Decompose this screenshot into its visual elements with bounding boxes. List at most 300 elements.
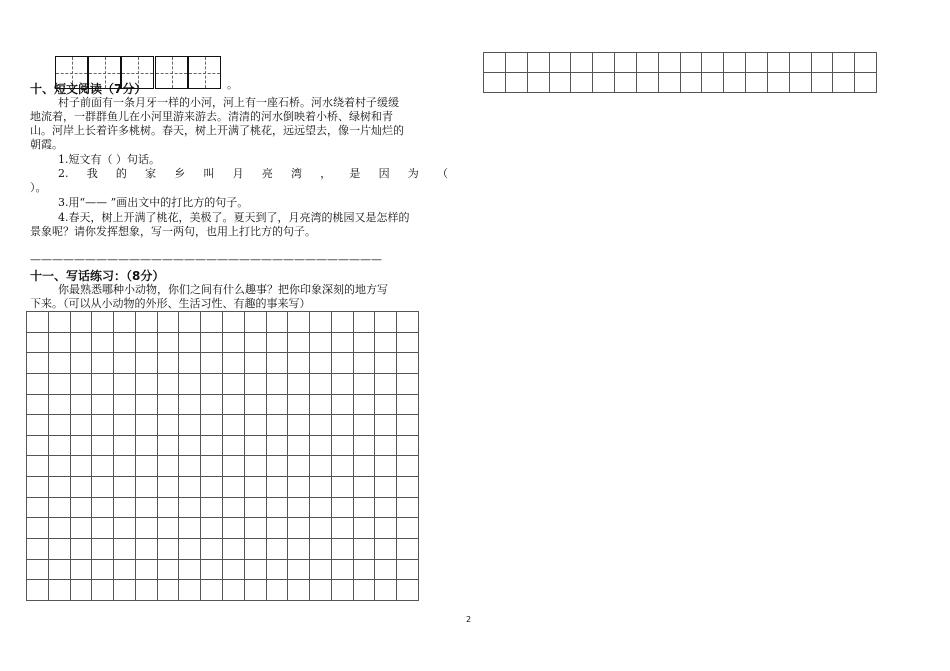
grid-cell[interactable] <box>158 353 180 374</box>
grid-cell[interactable] <box>354 374 376 395</box>
grid-cell[interactable] <box>267 560 289 581</box>
grid-cell[interactable] <box>354 456 376 477</box>
grid-cell[interactable] <box>354 477 376 498</box>
grid-cell[interactable] <box>768 73 790 93</box>
grid-cell[interactable] <box>659 73 681 93</box>
grid-cell[interactable] <box>702 73 724 93</box>
grid-cell[interactable] <box>397 436 419 457</box>
writing-grid[interactable] <box>26 311 419 601</box>
grid-cell[interactable] <box>267 477 289 498</box>
grid-cell[interactable] <box>659 53 681 73</box>
grid-cell[interactable] <box>92 580 114 601</box>
grid-cell[interactable] <box>310 560 332 581</box>
grid-cell[interactable] <box>158 477 180 498</box>
grid-cell[interactable] <box>201 539 223 560</box>
grid-cell[interactable] <box>158 415 180 436</box>
grid-cell[interactable] <box>267 312 289 333</box>
grid-cell[interactable] <box>288 580 310 601</box>
grid-cell[interactable] <box>550 53 572 73</box>
grid-cell[interactable] <box>201 374 223 395</box>
grid-cell[interactable] <box>71 518 93 539</box>
passage-line: 山。河岸上长着许多桃树。春天，树上开满了桃花，远远望去，像一片灿烂的 <box>30 124 404 137</box>
grid-cell[interactable] <box>49 333 71 354</box>
grid-cell[interactable] <box>288 539 310 560</box>
grid-cell[interactable] <box>310 456 332 477</box>
grid-cell[interactable] <box>397 374 419 395</box>
grid-cell[interactable] <box>506 73 528 93</box>
grid-cell[interactable] <box>812 73 834 93</box>
grid-cell[interactable] <box>332 312 354 333</box>
grid-cell[interactable] <box>855 53 877 73</box>
grid-cell[interactable] <box>354 539 376 560</box>
grid-cell[interactable] <box>27 436 49 457</box>
grid-cell[interactable] <box>375 580 397 601</box>
grid-cell[interactable] <box>332 374 354 395</box>
grid-cell[interactable] <box>223 436 245 457</box>
grid-cell[interactable] <box>27 456 49 477</box>
grid-cell[interactable] <box>201 518 223 539</box>
grid-cell[interactable] <box>223 580 245 601</box>
grid-cell[interactable] <box>27 477 49 498</box>
grid-cell[interactable] <box>332 498 354 519</box>
grid-cell[interactable] <box>354 560 376 581</box>
grid-cell[interactable] <box>71 436 93 457</box>
grid-cell[interactable] <box>27 498 49 519</box>
grid-cell[interactable] <box>397 560 419 581</box>
passage-line: 朝霞。 <box>30 138 63 151</box>
grid-cell[interactable] <box>375 518 397 539</box>
grid-cell[interactable] <box>71 456 93 477</box>
grid-cell[interactable] <box>223 374 245 395</box>
grid-cell[interactable] <box>179 456 201 477</box>
grid-cell[interactable] <box>332 518 354 539</box>
grid-cell[interactable] <box>375 456 397 477</box>
grid-cell[interactable] <box>114 333 136 354</box>
grid-cell[interactable] <box>49 395 71 416</box>
grid-cell[interactable] <box>71 498 93 519</box>
grid-cell[interactable] <box>201 415 223 436</box>
grid-cell[interactable] <box>136 312 158 333</box>
grid-cell[interactable] <box>354 395 376 416</box>
grid-cell[interactable] <box>179 395 201 416</box>
grid-cell[interactable] <box>201 333 223 354</box>
grid-cell[interactable] <box>245 477 267 498</box>
grid-cell[interactable] <box>136 374 158 395</box>
grid-cell[interactable] <box>179 518 201 539</box>
grid-cell[interactable] <box>49 312 71 333</box>
grid-cell[interactable] <box>245 436 267 457</box>
grid-cell[interactable] <box>267 456 289 477</box>
grid-cell[interactable] <box>354 580 376 601</box>
grid-cell[interactable] <box>397 456 419 477</box>
grid-cell[interactable] <box>571 73 593 93</box>
grid-cell[interactable] <box>71 374 93 395</box>
grid-cell[interactable] <box>397 333 419 354</box>
grid-cell[interactable] <box>92 456 114 477</box>
grid-cell[interactable] <box>136 456 158 477</box>
grid-cell[interactable] <box>245 580 267 601</box>
grid-cell[interactable] <box>114 353 136 374</box>
grid-cell[interactable] <box>288 333 310 354</box>
grid-cell[interactable] <box>49 539 71 560</box>
grid-cell[interactable] <box>136 477 158 498</box>
grid-cell[interactable] <box>179 539 201 560</box>
grid-cell[interactable] <box>310 353 332 374</box>
grid-cell[interactable] <box>375 333 397 354</box>
grid-cell[interactable] <box>397 539 419 560</box>
grid-cell[interactable] <box>375 374 397 395</box>
grid-cell[interactable] <box>158 374 180 395</box>
grid-cell[interactable] <box>746 53 768 73</box>
grid-cell[interactable] <box>27 580 49 601</box>
grid-cell[interactable] <box>201 456 223 477</box>
grid-cell[interactable] <box>397 477 419 498</box>
grid-cell[interactable] <box>288 415 310 436</box>
grid-cell[interactable] <box>245 312 267 333</box>
grid-cell[interactable] <box>71 415 93 436</box>
grid-cell[interactable] <box>114 539 136 560</box>
grid-cell[interactable] <box>71 477 93 498</box>
grid-cell[interactable] <box>179 498 201 519</box>
grid-cell[interactable] <box>288 477 310 498</box>
grid-cell[interactable] <box>92 477 114 498</box>
grid-cell[interactable] <box>310 477 332 498</box>
grid-cell[interactable] <box>27 374 49 395</box>
grid-cell[interactable] <box>71 312 93 333</box>
grid-cell[interactable] <box>790 73 812 93</box>
grid-cell[interactable] <box>375 353 397 374</box>
grid-cell[interactable] <box>136 518 158 539</box>
grid-cell[interactable] <box>114 415 136 436</box>
grid-cell[interactable] <box>354 498 376 519</box>
grid-cell[interactable] <box>49 560 71 581</box>
grid-cell[interactable] <box>288 436 310 457</box>
grid-cell[interactable] <box>136 498 158 519</box>
grid-cell[interactable] <box>332 436 354 457</box>
grid-cell[interactable] <box>158 312 180 333</box>
grid-cell[interactable] <box>506 53 528 73</box>
grid-cell[interactable] <box>375 539 397 560</box>
grid-cell[interactable] <box>92 539 114 560</box>
grid-cell[interactable] <box>136 395 158 416</box>
grid-cell[interactable] <box>114 456 136 477</box>
grid-cell[interactable] <box>267 436 289 457</box>
grid-cell[interactable] <box>375 498 397 519</box>
grid-cell[interactable] <box>27 415 49 436</box>
grid-cell[interactable] <box>49 374 71 395</box>
grid-cell[interactable] <box>332 539 354 560</box>
grid-cell[interactable] <box>71 539 93 560</box>
grid-cell[interactable] <box>267 333 289 354</box>
grid-cell[interactable] <box>49 580 71 601</box>
grid-cell[interactable] <box>615 73 637 93</box>
grid-cell[interactable] <box>158 333 180 354</box>
grid-cell[interactable] <box>179 312 201 333</box>
grid-cell[interactable] <box>71 395 93 416</box>
grid-cell[interactable] <box>267 498 289 519</box>
grid-cell[interactable] <box>593 73 615 93</box>
grid-cell[interactable] <box>354 436 376 457</box>
grid-cell[interactable] <box>310 333 332 354</box>
grid-cell[interactable] <box>92 312 114 333</box>
grid-cell[interactable] <box>27 353 49 374</box>
grid-cell[interactable] <box>375 395 397 416</box>
grid-cell[interactable] <box>288 498 310 519</box>
grid-cell[interactable] <box>310 415 332 436</box>
grid-cell[interactable] <box>375 477 397 498</box>
grid-cell[interactable] <box>179 353 201 374</box>
grid-cell[interactable] <box>92 436 114 457</box>
grid-cell[interactable] <box>49 456 71 477</box>
grid-cell[interactable] <box>397 353 419 374</box>
grid-cell[interactable] <box>637 53 659 73</box>
grid-cell[interactable] <box>49 436 71 457</box>
grid-cell[interactable] <box>332 353 354 374</box>
grid-cell[interactable] <box>114 477 136 498</box>
grid-cell[interactable] <box>332 477 354 498</box>
grid-cell[interactable] <box>71 353 93 374</box>
grid-cell[interactable] <box>136 580 158 601</box>
grid-cell[interactable] <box>375 436 397 457</box>
grid-cell[interactable] <box>223 333 245 354</box>
grid-cell[interactable] <box>310 498 332 519</box>
grid-cell[interactable] <box>201 353 223 374</box>
grid-cell[interactable] <box>179 560 201 581</box>
grid-cell[interactable] <box>92 498 114 519</box>
grid-cell[interactable] <box>768 53 790 73</box>
grid-cell[interactable] <box>201 395 223 416</box>
grid-cell[interactable] <box>267 374 289 395</box>
grid-cell[interactable] <box>245 456 267 477</box>
grid-cell[interactable] <box>245 374 267 395</box>
grid-cell[interactable] <box>267 353 289 374</box>
grid-cell[interactable] <box>615 53 637 73</box>
grid-cell[interactable] <box>92 353 114 374</box>
grid-cell[interactable] <box>49 353 71 374</box>
grid-cell[interactable] <box>92 333 114 354</box>
grid-cell[interactable] <box>528 73 550 93</box>
grid-cell[interactable] <box>833 53 855 73</box>
tianzige-tail: 。 <box>227 78 238 91</box>
grid-cell[interactable] <box>114 498 136 519</box>
grid-cell[interactable] <box>288 353 310 374</box>
tianzige-box[interactable] <box>155 56 188 89</box>
grid-cell[interactable] <box>550 73 572 93</box>
grid-cell[interactable] <box>267 539 289 560</box>
grid-cell[interactable] <box>310 312 332 333</box>
grid-cell[interactable] <box>223 395 245 416</box>
grid-cell[interactable] <box>724 53 746 73</box>
grid-cell[interactable] <box>92 518 114 539</box>
grid-cell[interactable] <box>158 395 180 416</box>
grid-cell[interactable] <box>484 73 506 93</box>
grid-cell[interactable] <box>681 73 703 93</box>
grid-cell[interactable] <box>158 518 180 539</box>
grid-cell[interactable] <box>223 456 245 477</box>
grid-cell[interactable] <box>310 580 332 601</box>
grid-cell[interactable] <box>245 498 267 519</box>
grid-cell[interactable] <box>397 312 419 333</box>
grid-cell[interactable] <box>354 415 376 436</box>
grid-cell[interactable] <box>288 312 310 333</box>
grid-cell[interactable] <box>790 53 812 73</box>
grid-cell[interactable] <box>245 353 267 374</box>
grid-cell[interactable] <box>397 415 419 436</box>
grid-cell[interactable] <box>223 498 245 519</box>
grid-cell[interactable] <box>375 415 397 436</box>
grid-cell[interactable] <box>245 539 267 560</box>
grid-cell[interactable] <box>223 312 245 333</box>
grid-cell[interactable] <box>332 580 354 601</box>
grid-cell[interactable] <box>397 395 419 416</box>
grid-cell[interactable] <box>223 477 245 498</box>
grid-cell[interactable] <box>27 395 49 416</box>
grid-cell[interactable] <box>288 374 310 395</box>
grid-cell[interactable] <box>245 333 267 354</box>
grid-cell[interactable] <box>245 518 267 539</box>
grid-cell[interactable] <box>179 436 201 457</box>
grid-cell[interactable] <box>681 53 703 73</box>
grid-cell[interactable] <box>49 518 71 539</box>
grid-cell[interactable] <box>484 53 506 73</box>
grid-cell[interactable] <box>637 73 659 93</box>
grid-cell[interactable] <box>267 395 289 416</box>
grid-cell[interactable] <box>571 53 593 73</box>
grid-cell[interactable] <box>71 580 93 601</box>
grid-cell[interactable] <box>136 539 158 560</box>
grid-cell[interactable] <box>158 436 180 457</box>
writing-grid-continued[interactable] <box>483 52 877 93</box>
grid-cell[interactable] <box>310 436 332 457</box>
grid-cell[interactable] <box>201 312 223 333</box>
grid-cell[interactable] <box>245 560 267 581</box>
grid-cell[interactable] <box>71 560 93 581</box>
grid-cell[interactable] <box>310 374 332 395</box>
grid-cell[interactable] <box>92 374 114 395</box>
grid-cell[interactable] <box>114 518 136 539</box>
grid-cell[interactable] <box>179 333 201 354</box>
grid-cell[interactable] <box>593 53 615 73</box>
grid-cell[interactable] <box>375 560 397 581</box>
grid-cell[interactable] <box>158 498 180 519</box>
grid-cell[interactable] <box>223 518 245 539</box>
grid-cell[interactable] <box>288 456 310 477</box>
grid-cell[interactable] <box>201 498 223 519</box>
grid-cell[interactable] <box>267 580 289 601</box>
grid-cell[interactable] <box>245 415 267 436</box>
grid-cell[interactable] <box>27 518 49 539</box>
writing-prompt: 下来。（可以从小动物的外形、生活习性、有趣的事来写） <box>30 297 311 310</box>
grid-cell[interactable] <box>288 395 310 416</box>
answer-line[interactable]: ———————————————————————————————— <box>30 253 382 266</box>
grid-cell[interactable] <box>201 560 223 581</box>
grid-cell[interactable] <box>179 415 201 436</box>
grid-cell[interactable] <box>92 560 114 581</box>
tianzige-box[interactable] <box>188 56 221 89</box>
grid-cell[interactable] <box>397 518 419 539</box>
grid-cell[interactable] <box>223 353 245 374</box>
grid-cell[interactable] <box>27 333 49 354</box>
grid-cell[interactable] <box>354 333 376 354</box>
grid-cell[interactable] <box>332 333 354 354</box>
grid-cell[interactable] <box>179 580 201 601</box>
grid-cell[interactable] <box>114 580 136 601</box>
grid-cell[interactable] <box>136 415 158 436</box>
grid-cell[interactable] <box>332 560 354 581</box>
grid-cell[interactable] <box>158 580 180 601</box>
grid-cell[interactable] <box>201 477 223 498</box>
grid-cell[interactable] <box>201 436 223 457</box>
grid-cell[interactable] <box>49 477 71 498</box>
grid-cell[interactable] <box>136 333 158 354</box>
grid-cell[interactable] <box>158 539 180 560</box>
grid-cell[interactable] <box>136 436 158 457</box>
grid-cell[interactable] <box>354 518 376 539</box>
question-4: 景象呢？请你发挥想象，写一两句，也用上打比方的句子。 <box>30 225 316 238</box>
grid-cell[interactable] <box>27 560 49 581</box>
grid-cell[interactable] <box>332 395 354 416</box>
grid-cell[interactable] <box>245 395 267 416</box>
grid-cell[interactable] <box>702 53 724 73</box>
grid-cell[interactable] <box>114 436 136 457</box>
grid-cell[interactable] <box>114 560 136 581</box>
grid-cell[interactable] <box>92 415 114 436</box>
passage-line: 地流着，一群群鱼儿在小河里游来游去。清清的河水倒映着小桥、绿树和青 <box>30 110 393 123</box>
grid-cell[interactable] <box>27 539 49 560</box>
grid-cell[interactable] <box>223 415 245 436</box>
grid-cell[interactable] <box>136 560 158 581</box>
grid-cell[interactable] <box>136 353 158 374</box>
question-2: 2. 我 的 家 乡 叫 月 亮 湾 ， 是 因 为 （ <box>58 167 448 180</box>
grid-cell[interactable] <box>310 539 332 560</box>
grid-cell[interactable] <box>375 312 397 333</box>
grid-cell[interactable] <box>332 415 354 436</box>
grid-cell[interactable] <box>49 498 71 519</box>
grid-cell[interactable] <box>179 374 201 395</box>
grid-cell[interactable] <box>288 560 310 581</box>
grid-cell[interactable] <box>855 73 877 93</box>
grid-cell[interactable] <box>201 580 223 601</box>
grid-cell[interactable] <box>49 415 71 436</box>
grid-cell[interactable] <box>158 456 180 477</box>
grid-cell[interactable] <box>114 395 136 416</box>
grid-cell[interactable] <box>114 374 136 395</box>
grid-cell[interactable] <box>833 73 855 93</box>
grid-cell[interactable] <box>223 560 245 581</box>
grid-cell[interactable] <box>158 560 180 581</box>
grid-cell[interactable] <box>397 580 419 601</box>
grid-cell[interactable] <box>724 73 746 93</box>
grid-cell[interactable] <box>528 53 550 73</box>
grid-cell[interactable] <box>267 518 289 539</box>
grid-cell[interactable] <box>288 518 310 539</box>
grid-cell[interactable] <box>354 312 376 333</box>
grid-cell[interactable] <box>179 477 201 498</box>
grid-cell[interactable] <box>310 395 332 416</box>
grid-cell[interactable] <box>71 333 93 354</box>
grid-cell[interactable] <box>397 498 419 519</box>
grid-cell[interactable] <box>267 415 289 436</box>
grid-cell[interactable] <box>812 53 834 73</box>
grid-cell[interactable] <box>114 312 136 333</box>
grid-cell[interactable] <box>746 73 768 93</box>
grid-cell[interactable] <box>223 539 245 560</box>
grid-cell[interactable] <box>354 353 376 374</box>
grid-cell[interactable] <box>332 456 354 477</box>
grid-cell[interactable] <box>92 395 114 416</box>
grid-cell[interactable] <box>310 518 332 539</box>
grid-cell[interactable] <box>27 312 49 333</box>
